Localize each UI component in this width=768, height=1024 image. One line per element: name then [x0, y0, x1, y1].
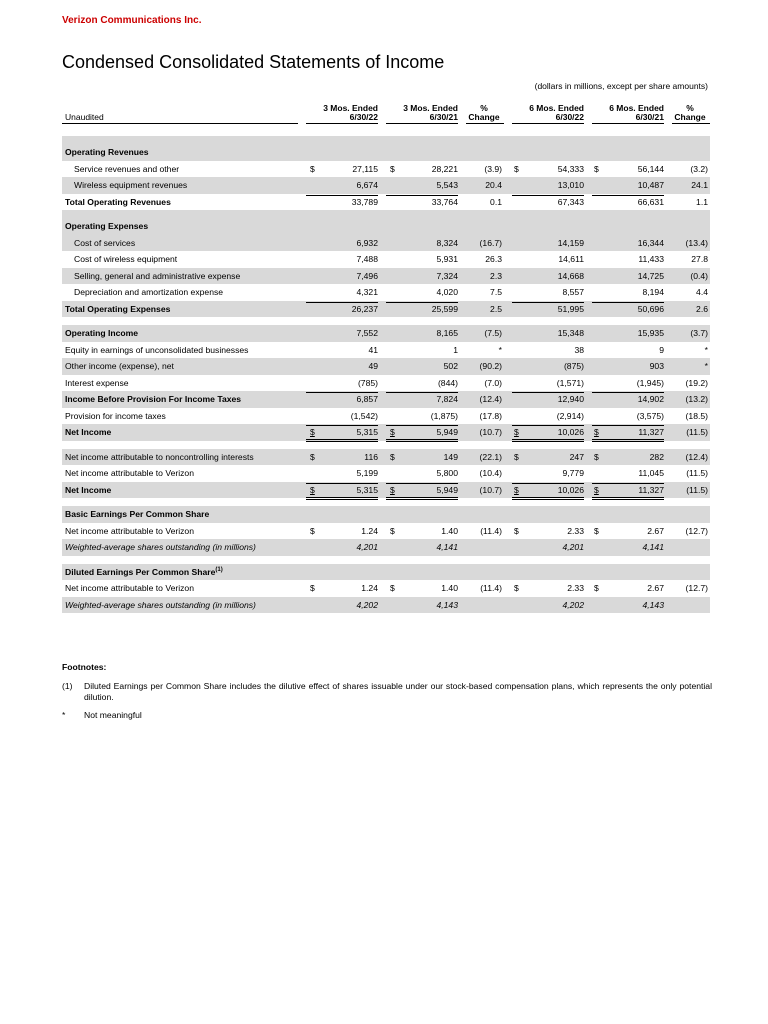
pct-change-cell: (19.2) [685, 377, 708, 388]
table-row [62, 580, 710, 597]
row-spacer [62, 317, 710, 325]
currency-symbol: $ [310, 163, 315, 174]
amount-cell: (1,542) [350, 410, 378, 421]
pct-change-cell: (12.7) [685, 525, 708, 536]
amount-cell: 5,315 [306, 425, 378, 442]
unit-note: (dollars in millions, except per share amounts) [534, 81, 708, 91]
header-3mo-2021: 3 Mos. Ended 6/30/21 [403, 103, 458, 122]
footnote-text: Diluted Earnings per Common Share includes the dilutive effect of shares issuable under our stock-based compensation plans, which represents the only potential dilution. [84, 681, 712, 702]
row-label: Net Income [65, 484, 112, 495]
amount-cell: 5,949 [386, 483, 458, 500]
pct-change-cell: (11.5) [686, 468, 708, 478]
currency-symbol: $ [390, 427, 395, 437]
amount-cell: 14,902 [592, 392, 664, 406]
amount-cell: 8,194 [642, 287, 664, 297]
section-header-row [62, 564, 710, 581]
row-label: Operating Expenses [65, 221, 149, 231]
pct-change-cell: 24.1 [691, 180, 708, 190]
row-label: Weighted-average shares outstanding (in millions) [65, 542, 256, 552]
pct-change-cell: (11.4) [480, 525, 502, 536]
pct-change-cell: (90.2) [479, 361, 502, 371]
table-row [62, 408, 710, 425]
amount-cell: 12,940 [512, 392, 584, 406]
table-row [62, 375, 710, 392]
table-row [62, 391, 710, 408]
currency-symbol: $ [514, 427, 519, 437]
amount-cell: 67,343 [512, 195, 584, 209]
table-row [62, 301, 710, 318]
currency-symbol: $ [310, 427, 315, 437]
amount-cell: 66,631 [592, 195, 664, 209]
amount-cell: 5,543 [436, 180, 458, 190]
table-row [62, 194, 710, 211]
footnote-2 [62, 710, 712, 722]
pct-change-cell: 4.4 [696, 287, 708, 297]
pct-change-cell: (7.5) [484, 328, 502, 338]
row-label: Provision for income taxes [65, 410, 166, 421]
amount-cell: 10,026 [512, 483, 584, 500]
pct-change-cell: (18.5) [685, 410, 708, 421]
amount-cell: 4,141 [436, 542, 458, 552]
amount-cell: 5,931 [436, 254, 458, 264]
row-label: Depreciation and amortization expense [74, 287, 224, 297]
table-row [62, 268, 710, 285]
amount-cell: 4,141 [642, 542, 664, 552]
amount-cell: 6,857 [306, 392, 378, 406]
amount-cell: 54,333 [557, 163, 584, 174]
table-body [62, 136, 710, 613]
footnotes-title: Footnotes: [62, 662, 107, 672]
row-label: Diluted Earnings Per Common Share$^{(1)}$ [65, 566, 223, 577]
amount-cell: (3,575) [636, 410, 664, 421]
pct-change-cell: 2.5 [490, 303, 502, 314]
table-row [62, 251, 710, 268]
amount-cell: 56,144 [637, 163, 664, 174]
amount-cell: 1.24 [361, 525, 378, 536]
pct-change-cell: (16.7) [479, 237, 502, 248]
pct-change-cell: * [498, 344, 502, 355]
table-row [62, 325, 710, 342]
amount-cell: 10,026 [512, 425, 584, 442]
amount-cell: 7,552 [356, 328, 378, 338]
pct-change-cell: (22.1) [479, 451, 502, 462]
table-row [62, 449, 710, 466]
pct-change-cell: 20.4 [485, 180, 502, 190]
currency-symbol: $ [514, 583, 519, 593]
table-row [62, 424, 710, 441]
currency-symbol: $ [514, 484, 519, 495]
pct-change-cell: (11.5) [686, 427, 708, 437]
table-row [62, 597, 710, 614]
amount-cell: 2.67 [647, 583, 664, 593]
amount-cell: (1,571) [556, 377, 584, 388]
amount-cell: 4,202 [356, 599, 378, 610]
amount-cell: (1,875) [430, 410, 458, 421]
amount-cell: 33,764 [386, 195, 458, 209]
amount-cell: 50,696 [592, 302, 664, 316]
amount-cell: 4,143 [436, 599, 458, 610]
currency-symbol: $ [594, 427, 599, 437]
amount-cell: 10,487 [637, 180, 664, 190]
currency-symbol: $ [390, 163, 395, 174]
row-label: Service revenues and other [74, 163, 180, 174]
amount-cell: 38 [574, 344, 584, 355]
amount-cell: 7,824 [386, 392, 458, 406]
footnote-1 [62, 681, 712, 705]
table-row [62, 235, 710, 252]
pct-change-cell: (11.5) [686, 484, 708, 495]
pct-change-cell: * [704, 344, 708, 355]
currency-symbol: $ [310, 451, 315, 462]
header-6mo-2021: 6 Mos. Ended 6/30/21 [609, 103, 664, 122]
amount-cell: 14,159 [557, 237, 584, 248]
amount-cell: 502 [443, 361, 458, 371]
amount-cell: 14,668 [557, 270, 584, 281]
amount-cell: 4,201 [356, 542, 378, 552]
pct-change-cell: (3.7) [690, 328, 708, 338]
amount-cell: 1.40 [441, 583, 458, 593]
amount-cell: 6,932 [356, 237, 378, 248]
pct-change-cell: (0.4) [690, 270, 708, 281]
amount-cell: 9 [659, 344, 664, 355]
amount-cell: 4,321 [356, 287, 378, 297]
amount-cell: 28,221 [431, 163, 458, 174]
statement-title: Condensed Consolidated Statements of Income [62, 52, 445, 72]
pct-change-cell: (10.4) [479, 468, 502, 478]
amount-cell: 5,315 [306, 483, 378, 500]
section-header-row [62, 144, 710, 161]
amount-cell: 7,496 [356, 270, 378, 281]
header-underline [62, 123, 298, 124]
amount-cell: 11,327 [592, 425, 664, 442]
amount-cell: 6,674 [356, 180, 378, 190]
header-underline [592, 123, 664, 124]
row-spacer [62, 556, 710, 564]
pct-change-cell: 26.3 [485, 254, 502, 264]
amount-cell: 7,488 [356, 254, 378, 264]
company-name: Verizon Communications Inc. [62, 15, 202, 26]
table-row [62, 284, 710, 301]
pct-change-cell: (13.2) [685, 394, 708, 404]
currency-symbol: $ [514, 163, 519, 174]
header-6mo-change: % Change [674, 103, 706, 122]
amount-cell: 1.24 [361, 583, 378, 593]
pct-change-cell: * [704, 361, 708, 371]
amount-cell: 8,557 [562, 287, 584, 297]
pct-change-cell: (7.0) [484, 377, 502, 388]
amount-cell: 11,433 [638, 254, 664, 264]
amount-cell: 9,779 [562, 468, 584, 478]
amount-cell: (844) [437, 377, 458, 388]
pct-change-cell: 7.5 [490, 287, 502, 297]
table-row [62, 523, 710, 540]
table-row [62, 465, 710, 482]
pct-change-cell: 2.6 [696, 303, 708, 314]
footnote-mark: (1) [62, 681, 73, 691]
header-3mo-change: % Change [468, 103, 500, 122]
currency-symbol: $ [310, 484, 315, 495]
row-spacer [62, 210, 710, 218]
amount-cell: 8,324 [436, 237, 458, 248]
row-label: Net Income [65, 427, 112, 437]
currency-symbol: $ [310, 583, 315, 593]
row-label: Cost of wireless equipment [74, 254, 178, 264]
amount-cell: 4,143 [642, 599, 664, 610]
table-row [62, 482, 710, 499]
currency-symbol: $ [514, 525, 519, 536]
amount-cell: 5,800 [436, 468, 458, 478]
row-label: Total Operating Revenues [65, 196, 171, 207]
amount-cell: 5,199 [356, 468, 378, 478]
amount-cell: 27,115 [352, 163, 378, 174]
row-label: Cost of services [74, 237, 136, 248]
row-label: Net income attributable to noncontrolling interests [65, 451, 254, 462]
amount-cell: 15,935 [637, 328, 664, 338]
header-underline [466, 123, 504, 124]
amount-cell: 1.40 [441, 525, 458, 536]
row-label: Net income attributable to Verizon [65, 525, 194, 536]
currency-symbol: $ [310, 525, 315, 536]
row-label: Interest expense [65, 377, 129, 388]
amount-cell: 33,789 [306, 195, 378, 209]
amount-cell: 2.33 [567, 583, 584, 593]
table-row [62, 161, 710, 178]
amount-cell: 25,599 [386, 302, 458, 316]
amount-cell: 4,020 [436, 287, 458, 297]
table-row [62, 358, 710, 375]
amount-cell: 41 [368, 344, 378, 355]
pct-change-cell: (13.4) [685, 237, 708, 248]
pct-change-cell: (12.4) [685, 451, 708, 462]
header-underline [306, 123, 378, 124]
amount-cell: 903 [649, 361, 664, 371]
row-label: Selling, general and administrative expense [74, 270, 241, 281]
currency-symbol: $ [390, 525, 395, 536]
currency-symbol: $ [594, 525, 599, 536]
currency-symbol: $ [390, 451, 395, 462]
pct-change-cell: (10.7) [479, 484, 502, 495]
header-underline [386, 123, 458, 124]
row-label: Net income attributable to Verizon [65, 583, 194, 593]
amount-cell: 8,165 [436, 328, 458, 338]
section-header-row [62, 218, 710, 235]
table-row [62, 539, 710, 556]
income-statement-table [62, 100, 710, 613]
currency-symbol: $ [594, 484, 599, 495]
row-spacer [62, 136, 710, 144]
header-3mo-2022: 3 Mos. Ended 6/30/22 [323, 103, 378, 122]
amount-cell: 14,611 [558, 254, 584, 264]
row-label: Income Before Provision For Income Taxes [65, 394, 242, 404]
currency-symbol: $ [594, 451, 599, 462]
amount-cell: (2,914) [556, 410, 584, 421]
pct-change-cell: (12.4) [479, 394, 502, 404]
table-header [62, 100, 710, 122]
footnote-mark: * [62, 710, 66, 720]
amount-cell: 7,324 [436, 270, 458, 281]
amount-cell: 2.33 [567, 525, 584, 536]
amount-cell: 1 [453, 344, 458, 355]
pct-change-cell: 27.8 [691, 254, 708, 264]
header-underline [512, 123, 584, 124]
header-underline [672, 123, 710, 124]
currency-symbol: $ [390, 484, 395, 495]
header-6mo-2022: 6 Mos. Ended 6/30/22 [529, 103, 584, 122]
amount-cell: 11,327 [592, 483, 664, 500]
table-row [62, 177, 710, 194]
amount-cell: 5,949 [386, 425, 458, 442]
amount-cell: 282 [649, 451, 664, 462]
amount-cell: 116 [364, 451, 378, 462]
amount-cell: 149 [443, 451, 458, 462]
amount-cell: 15,348 [557, 328, 584, 338]
row-label: Operating Income [65, 328, 139, 338]
amount-cell: 13,010 [557, 180, 584, 190]
amount-cell: 14,725 [637, 270, 664, 281]
row-label: Other income (expense), net [65, 361, 174, 371]
row-label: Basic Earnings Per Common Share [65, 509, 210, 519]
amount-cell: 4,202 [562, 599, 584, 610]
row-label: Net income attributable to Verizon [65, 468, 194, 478]
pct-change-cell: 1.1 [696, 196, 708, 207]
section-header-row [62, 506, 710, 523]
pct-change-cell: 0.1 [490, 196, 502, 207]
amount-cell: 49 [368, 361, 378, 371]
amount-cell: (875) [563, 361, 584, 371]
amount-cell: (1,945) [636, 377, 664, 388]
currency-symbol: $ [390, 583, 395, 593]
row-label: Equity in earnings of unconsolidated businesses [65, 344, 249, 355]
footnote-ref: (1) [215, 566, 223, 573]
currency-symbol: $ [514, 451, 519, 462]
amount-cell: 16,344 [637, 237, 664, 248]
footnote-text: Not meaningful [84, 710, 142, 720]
pct-change-cell: (17.8) [479, 410, 502, 421]
amount-cell: 11,045 [638, 468, 664, 478]
amount-cell: 51,995 [512, 302, 584, 316]
currency-symbol: $ [594, 163, 599, 174]
pct-change-cell: (3.9) [484, 163, 502, 174]
row-label: Total Operating Expenses [65, 303, 171, 314]
row-label: Operating Revenues [65, 147, 149, 157]
pct-change-cell: (3.2) [690, 163, 708, 174]
currency-symbol: $ [594, 583, 599, 593]
amount-cell: (785) [357, 377, 378, 388]
row-label: Weighted-average shares outstanding (in millions) [65, 599, 256, 610]
pct-change-cell: 2.3 [490, 270, 502, 281]
header-unaudited: Unaudited [65, 112, 104, 122]
pct-change-cell: (10.7) [479, 427, 502, 437]
amount-cell: 4,201 [562, 542, 584, 552]
amount-cell: 2.67 [647, 525, 664, 536]
row-label: Wireless equipment revenues [74, 180, 188, 190]
pct-change-cell: (11.4) [480, 583, 502, 593]
amount-cell: 247 [569, 451, 584, 462]
pct-change-cell: (12.7) [685, 583, 708, 593]
amount-cell: 26,237 [306, 302, 378, 316]
table-row [62, 342, 710, 359]
